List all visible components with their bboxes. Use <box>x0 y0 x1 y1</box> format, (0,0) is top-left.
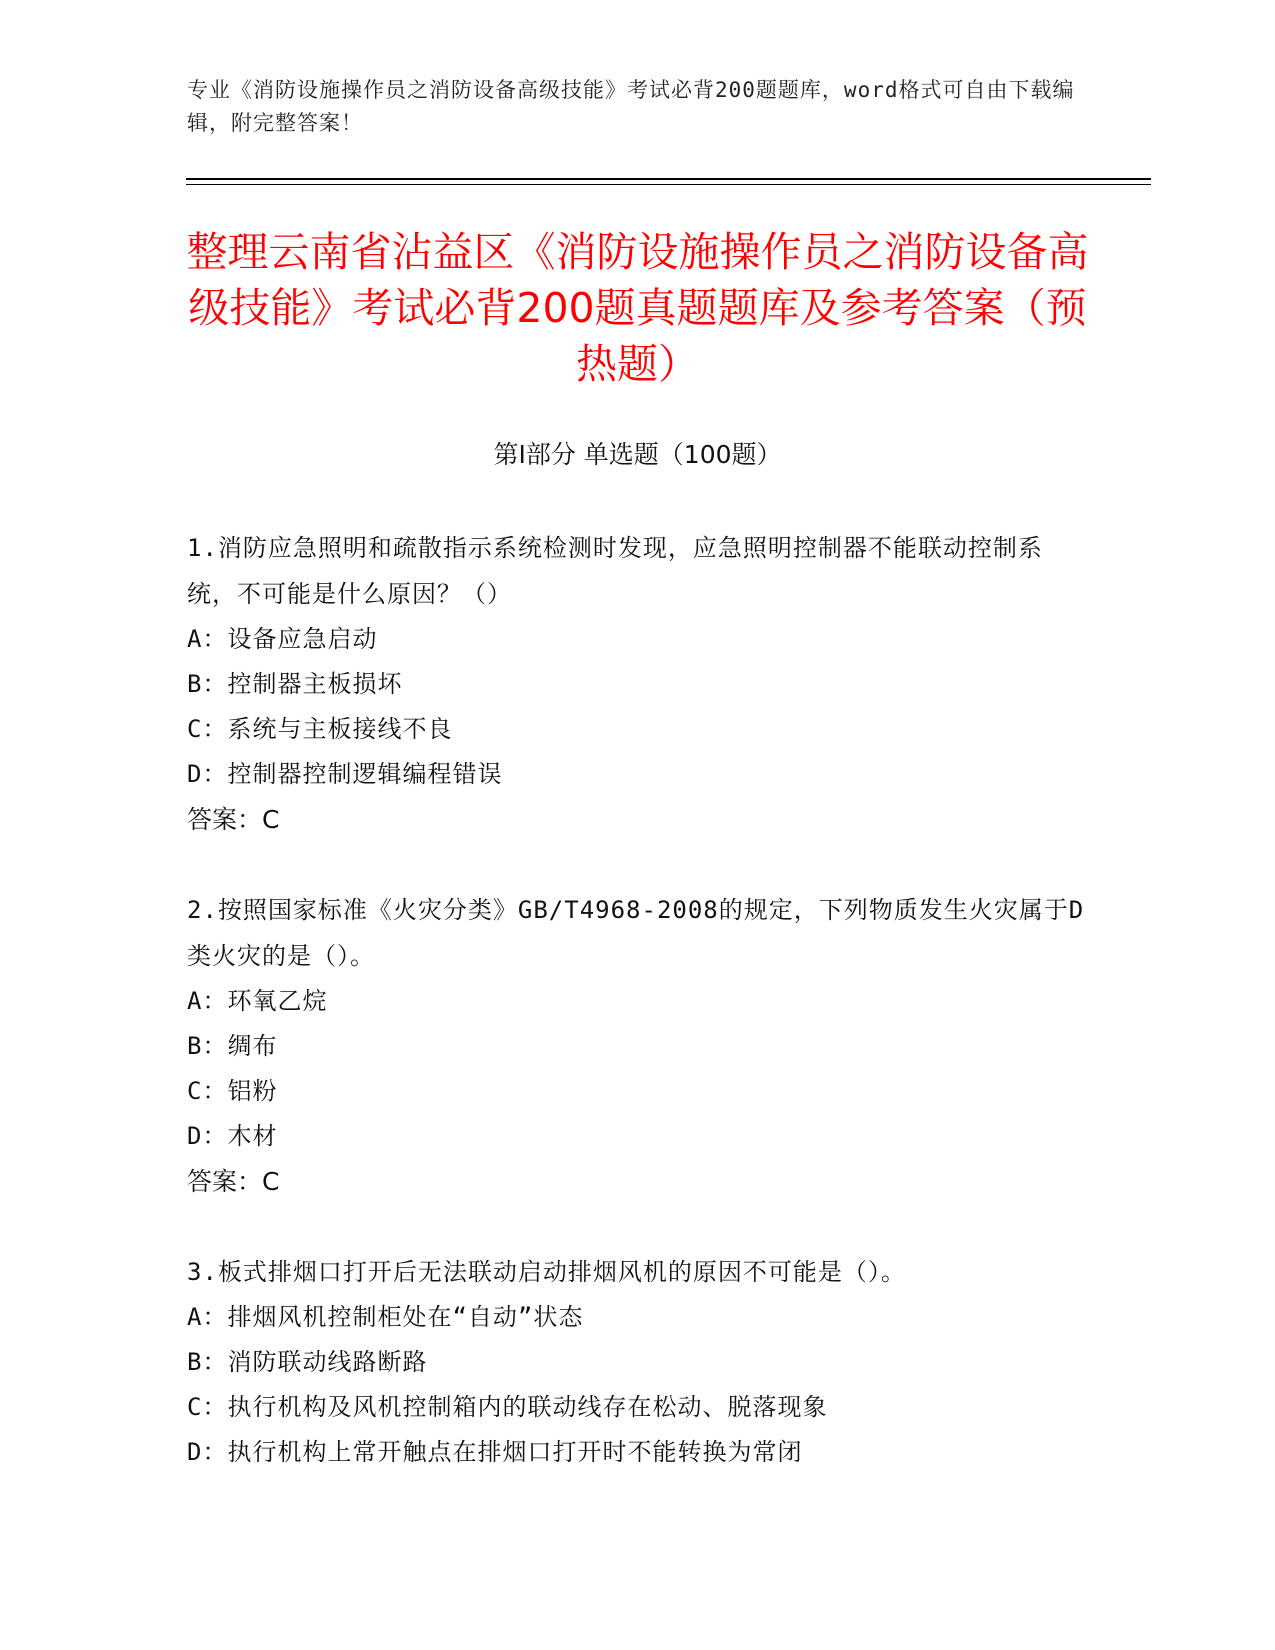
option-c: C：铝粉 <box>187 1077 278 1105</box>
section-heading: 第Ⅰ部分 单选题（100题） <box>493 440 782 469</box>
header-note: 专业《消防设施操作员之消防设备高级技能》考试必背200题题库，word格式可自由下载编辑，附完整答案！ <box>187 78 1075 135</box>
option-c: C：执行机构及风机控制箱内的联动线存在松动、脱落现象 <box>187 1393 828 1421</box>
answer: 答案：C <box>187 805 280 834</box>
answer: 答案：C <box>187 1167 280 1196</box>
question-text: 3.板式排烟口打开后无法联动启动排烟风机的原因不可能是（）。 <box>187 1258 906 1286</box>
option-d: D：执行机构上常开触点在排烟口打开时不能转换为常闭 <box>187 1438 803 1466</box>
question-list <box>187 525 1087 1519</box>
header-divider-thick <box>186 178 1151 180</box>
option-b: B：消防联动线路断路 <box>187 1348 428 1376</box>
option-a: A：设备应急启动 <box>187 625 378 653</box>
question-3 <box>187 1249 1087 1475</box>
option-d: D：控制器控制逻辑编程错误 <box>187 760 503 788</box>
header-divider-thin <box>186 184 1151 185</box>
document-title: 整理云南省沾益区《消防设施操作员之消防设备高级技能》考试必背200题真题题库及参考答案（预热题） <box>186 228 1089 388</box>
option-a: A：环氧乙烷 <box>187 987 328 1015</box>
option-b: B：绸布 <box>187 1032 278 1060</box>
option-b: B：控制器主板损坏 <box>187 670 403 698</box>
question-2 <box>187 887 1087 1205</box>
option-c: C：系统与主板接线不良 <box>187 715 453 743</box>
question-1 <box>187 525 1087 843</box>
option-d: D：木材 <box>187 1122 278 1150</box>
question-text: 1.消防应急照明和疏散指示系统检测时发现，应急照明控制器不能联动控制系统，不可能是什么原因？（） <box>187 534 1043 608</box>
question-text: 2.按照国家标准《火灾分类》GB/T4968-2008的规定，下列物质发生火灾属于D类火灾的是（）。 <box>187 896 1085 970</box>
option-a: A：排烟风机控制柜处在“自动”状态 <box>187 1303 584 1331</box>
